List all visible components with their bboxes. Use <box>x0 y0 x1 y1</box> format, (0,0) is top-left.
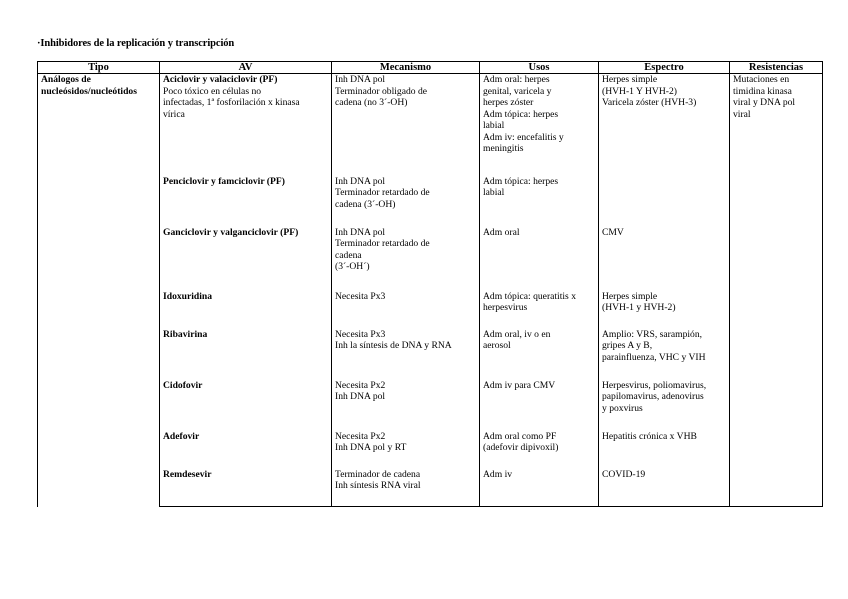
column-header-tipo: Tipo <box>38 62 160 74</box>
drug-name: Idoxuridina <box>163 290 213 302</box>
drug-name: Cidofovir <box>163 379 203 391</box>
mecanismo-line: Inh DNA pol <box>335 74 386 85</box>
mecanismo-line: Terminador obligado de <box>335 85 428 97</box>
cell-espectro <box>599 176 730 227</box>
cell-mecanismo <box>332 329 480 380</box>
drug-name: Remdesevir <box>163 468 212 480</box>
espectro-line: Varicela zóster (HVH-3) <box>602 97 697 108</box>
cell-usos <box>480 176 599 227</box>
cell-av <box>160 176 332 227</box>
drug-note: vírica <box>163 108 185 120</box>
mecanismo-line: (3´-OH´) <box>335 261 370 272</box>
cell-mecanismo <box>332 176 480 227</box>
espectro-line: Herpes simple <box>602 290 658 302</box>
espectro-line: COVID-19 <box>602 468 646 480</box>
document-title: ·Inhibidores de la replicación y transcripción <box>37 38 235 49</box>
mecanismo-line: cadena (3´-OH) <box>335 198 396 210</box>
cell-usos <box>480 291 599 329</box>
tipo-line: nucleósidos/nucleótidos <box>41 85 137 97</box>
cell-resistencias <box>730 176 823 227</box>
espectro-line: (HVH-1 Y HVH-2) <box>602 85 677 97</box>
cell-espectro <box>599 329 730 380</box>
mecanismo-line: Inh síntesis RNA viral <box>335 480 421 491</box>
cell-resistencias <box>730 74 823 176</box>
cell-av <box>160 380 332 431</box>
resistencias-line: Mutaciones en <box>733 74 790 85</box>
espectro-line: (HVH-1 y HVH-2) <box>602 302 676 313</box>
mecanismo-line: Inh DNA pol <box>335 175 386 187</box>
cell-espectro <box>599 291 730 329</box>
cell-espectro <box>599 74 730 176</box>
mecanismo-line: Necesita Px2 <box>335 379 386 391</box>
cell-espectro <box>599 380 730 431</box>
antiviral-table <box>37 61 823 507</box>
cell-usos <box>480 74 599 176</box>
tipo-line: Análogos de <box>41 74 91 85</box>
cell-resistencias <box>730 469 823 507</box>
cell-av <box>160 291 332 329</box>
mecanismo-line: Inh la síntesis de DNA y RNA <box>335 340 452 351</box>
cell-av <box>160 329 332 380</box>
espectro-line: Hepatitis crónica x VHB <box>602 430 697 442</box>
espectro-line: gripes A y B, <box>602 340 653 351</box>
drug-note: infectadas, 1ª fosforilación x kinasa <box>163 97 300 108</box>
drug-name: Ribavirina <box>163 328 208 340</box>
column-header-av: AV <box>160 62 332 74</box>
resistencias-line: timidina kinasa <box>733 85 792 97</box>
usos-line: aerosol <box>483 340 511 351</box>
cell-av <box>160 227 332 291</box>
mecanismo-line: Necesita Px3 <box>335 290 386 302</box>
usos-line: Adm tópica: herpes <box>483 175 559 187</box>
cell-mecanismo <box>332 291 480 329</box>
espectro-line: parainfluenza, VHC y VIH <box>602 351 706 363</box>
mecanismo-line: Inh DNA pol <box>335 226 386 238</box>
espectro-line: Amplio: VRS, sarampión, <box>602 328 703 340</box>
mecanismo-line: Inh DNA pol <box>335 391 386 402</box>
cell-mecanismo <box>332 380 480 431</box>
cell-mecanismo <box>332 469 480 507</box>
usos-line: meningitis <box>483 143 524 154</box>
mecanismo-line: Inh DNA pol y RT <box>335 442 407 453</box>
cell-usos <box>480 227 599 291</box>
usos-line: (adefovir dipivoxil) <box>483 442 559 453</box>
usos-line: genital, varicela y <box>483 85 552 97</box>
espectro-line: Herpesvirus, poliomavirus, <box>602 379 707 391</box>
usos-line: Adm tópica: herpes <box>483 108 559 120</box>
usos-line: Adm oral, iv o en <box>483 328 551 340</box>
cell-av <box>160 469 332 507</box>
cell-resistencias <box>730 329 823 380</box>
usos-line: labial <box>483 120 505 131</box>
espectro-line: papilomavirus, adenovirus <box>602 391 704 402</box>
drug-name: Ganciclovir y valganciclovir (PF) <box>163 226 299 238</box>
cell-espectro <box>599 469 730 507</box>
cell-resistencias <box>730 431 823 469</box>
usos-line: Adm iv para CMV <box>483 379 556 391</box>
mecanismo-line: Necesita Px2 <box>335 430 386 442</box>
mecanismo-line: cadena <box>335 249 362 261</box>
drug-name: Adefovir <box>163 430 200 442</box>
mecanismo-line: cadena (no 3´-OH) <box>335 97 408 108</box>
cell-espectro <box>599 227 730 291</box>
column-header-resistencias: Resistencias <box>730 62 823 74</box>
mecanismo-line: Terminador de cadena <box>335 468 421 480</box>
cell-tipo <box>38 74 160 507</box>
usos-line: labial <box>483 187 505 198</box>
column-header-mecanismo: Mecanismo <box>332 62 480 74</box>
mecanismo-line: Terminador retardado de <box>335 187 430 198</box>
column-header-espectro: Espectro <box>599 62 730 74</box>
usos-line: herpesvirus <box>483 302 528 313</box>
mecanismo-line: Necesita Px3 <box>335 328 386 340</box>
espectro-line: CMV <box>602 226 624 238</box>
cell-resistencias <box>730 291 823 329</box>
cell-usos <box>480 431 599 469</box>
cell-espectro <box>599 431 730 469</box>
cell-mecanismo <box>332 431 480 469</box>
usos-line: Adm iv: encefalitis y <box>483 131 564 143</box>
cell-av <box>160 431 332 469</box>
cell-usos <box>480 380 599 431</box>
resistencias-line: viral y DNA pol <box>733 97 796 108</box>
mecanismo-line: Terminador retardado de <box>335 238 430 249</box>
usos-line: herpes zóster <box>483 97 534 108</box>
drug-name: Aciclovir y valaciclovir (PF) <box>163 74 278 85</box>
drug-note: Poco tóxico en células no <box>163 85 262 97</box>
espectro-line: Herpes simple <box>602 74 658 85</box>
cell-resistencias <box>730 227 823 291</box>
cell-usos <box>480 469 599 507</box>
drug-name: Penciclovir y famciclovir (PF) <box>163 175 285 187</box>
resistencias-line: viral <box>733 108 751 120</box>
cell-av <box>160 74 332 176</box>
cell-mecanismo <box>332 227 480 291</box>
table-row <box>38 74 823 176</box>
cell-usos <box>480 329 599 380</box>
column-header-usos: Usos <box>480 62 599 74</box>
usos-line: Adm oral: herpes <box>483 74 550 85</box>
usos-line: Adm oral como PF <box>483 430 557 442</box>
usos-line: Adm iv <box>483 468 513 480</box>
usos-line: Adm oral <box>483 226 520 238</box>
usos-line: Adm tópica: queratitis x <box>483 290 576 302</box>
espectro-line: y poxvirus <box>602 402 643 414</box>
cell-mecanismo <box>332 74 480 176</box>
table-header-row <box>38 62 823 74</box>
table-body <box>38 74 823 507</box>
cell-resistencias <box>730 380 823 431</box>
